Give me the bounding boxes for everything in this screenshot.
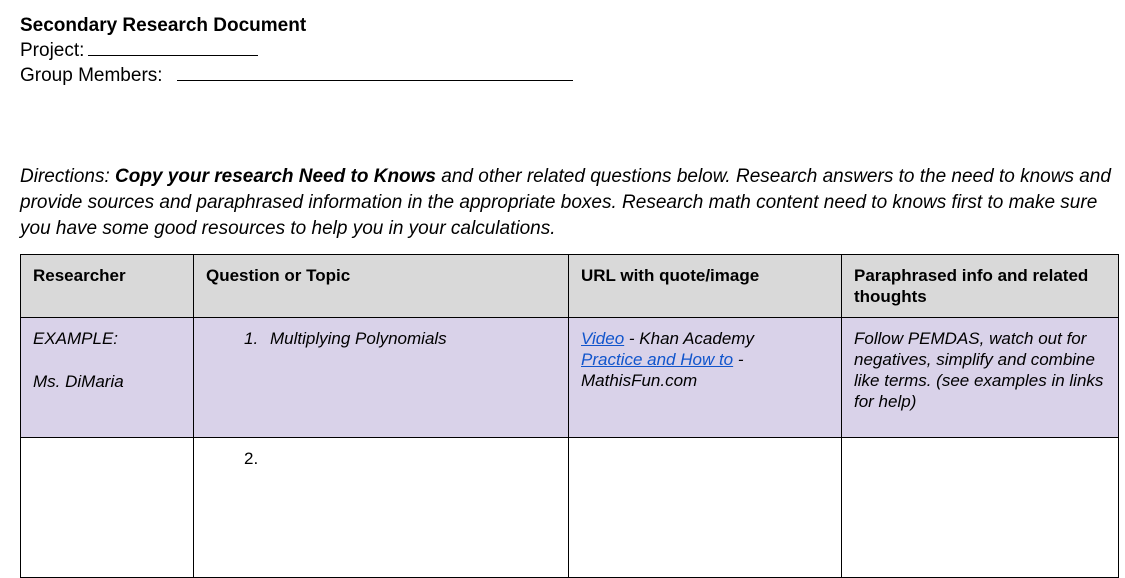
project-field (20, 38, 1120, 63)
table-row (21, 438, 1119, 578)
table-row-example (21, 318, 1119, 438)
cell-spacer (33, 349, 181, 371)
question-text: Multiplying Polynomials (270, 329, 447, 348)
cell-paraphrase[interactable]: Follow PEMDAS, watch out for negatives, simplify and combine like terms. (see examples in links for help) (842, 318, 1119, 438)
header-url: URL with quote/image (569, 255, 842, 318)
example-label: EXAMPLE: (33, 329, 119, 348)
cell-question[interactable] (194, 438, 569, 578)
header-paraphrased-info: Paraphrased info and related thoughts (842, 255, 1119, 318)
table-header-row (21, 255, 1119, 318)
practice-link[interactable]: Practice and How to (581, 350, 734, 369)
group-members-field (20, 63, 1120, 88)
cell-paraphrase-empty[interactable] (842, 438, 1119, 578)
cell-url[interactable] (569, 318, 842, 438)
cell-url-empty[interactable] (569, 438, 842, 578)
numbered-list-item (206, 448, 556, 469)
directions-prefix: Directions: (20, 166, 116, 187)
cell-researcher[interactable] (21, 318, 194, 438)
list-number: 2. (244, 449, 259, 468)
document (20, 14, 1120, 468)
numbered-list-item (206, 328, 556, 349)
directions-paragraph (20, 164, 1115, 242)
cell-question[interactable] (194, 318, 569, 438)
project-blank-line[interactable] (88, 38, 258, 56)
video-link[interactable]: Video (581, 329, 625, 348)
project-label: Project: (20, 40, 85, 61)
url-separator: - (733, 350, 744, 369)
directions-rest: and other related questions below. Research answers to the need to knows and provide sources and paraphrased information in the appropriate boxes. Research math content need to knows first to make sure you have some good resources to help you in your calculations. (20, 166, 1111, 239)
list-number: 1. (244, 329, 259, 348)
group-members-label: Group Members: (20, 65, 163, 86)
url-source-mathisfun: MathisFun.com (581, 371, 698, 390)
cell-researcher-empty[interactable] (21, 438, 194, 578)
research-table (20, 254, 1119, 578)
group-members-blank-line[interactable] (177, 63, 573, 81)
header-question-or-topic: Question or Topic (194, 255, 569, 318)
header-researcher: Researcher (21, 255, 194, 318)
document-title: Secondary Research Document (20, 15, 307, 36)
directions-bold: Copy your research Need to Knows (115, 166, 436, 187)
url-source-khan: - Khan Academy (624, 329, 754, 348)
researcher-name: Ms. DiMaria (33, 372, 124, 391)
